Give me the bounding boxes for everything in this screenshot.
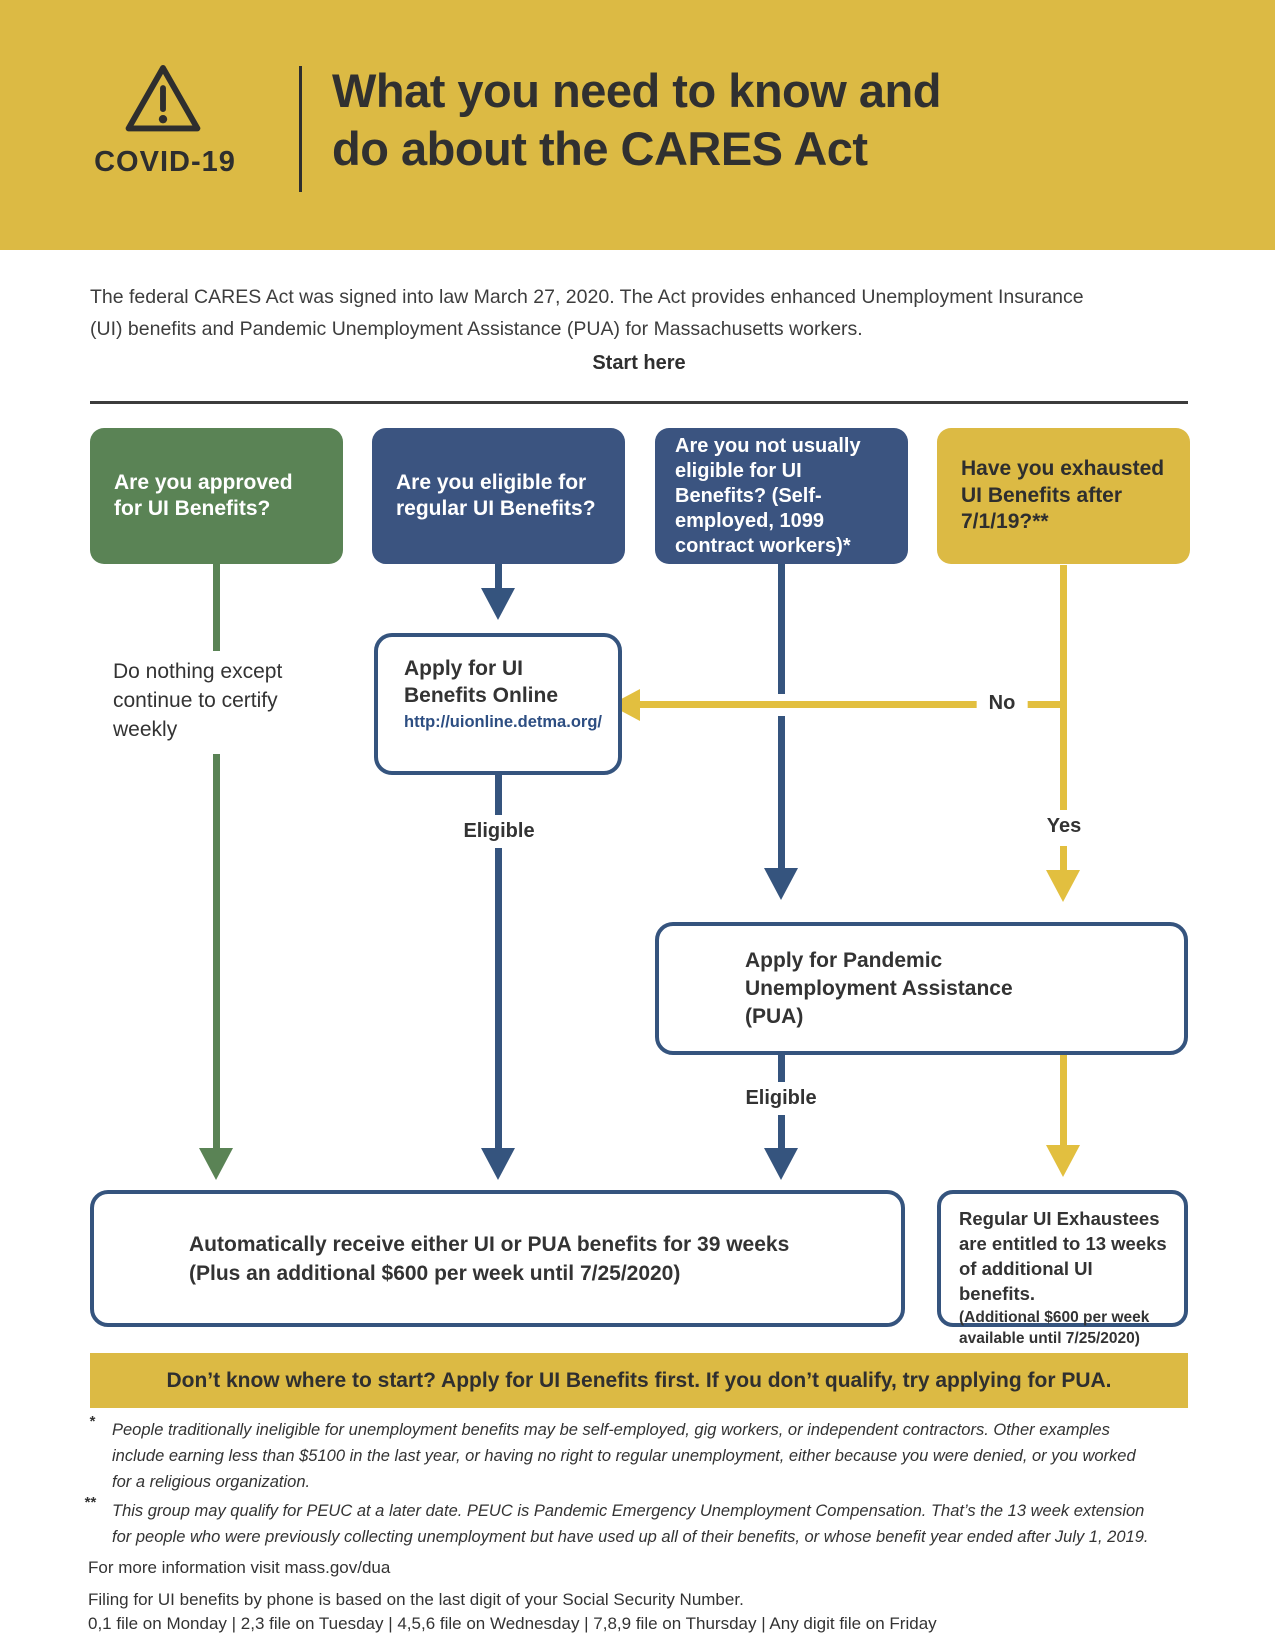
- eligible-label-ui: Eligible: [451, 815, 546, 848]
- apply-ui-link[interactable]: http://uionline.detma.org/: [404, 713, 602, 731]
- question-box-not-usual: [655, 428, 908, 564]
- question-box-regular: [372, 428, 625, 564]
- flow-line-regular-top: [495, 564, 502, 590]
- flow-line-exhaustees: [1060, 1055, 1067, 1145]
- filing-schedule-note: 0,1 file on Monday | 2,3 file on Tuesday | 4,5,6 file on Wednesday | 7,8,9 file on Thursday | Any digit file on Friday: [88, 1614, 937, 1633]
- footnote2-marker: **: [84, 1494, 96, 1511]
- arrowhead-exhaustees-down: [1046, 1145, 1080, 1177]
- question-box-approved: [90, 428, 343, 564]
- page-title: [332, 62, 941, 178]
- footnote1-marker: *: [89, 1413, 95, 1430]
- arrowhead-eligible-ui-down: [481, 1148, 515, 1180]
- exhaustees-sub-text: (Additional $600 per week available until 7/25/2020): [959, 1309, 1150, 1347]
- do-nothing-note: Do nothing except continue to certify weekly: [113, 651, 313, 754]
- footnote2-text: This group may qualify for PEUC at a later date. PEUC is Pandemic Emergency Unemployment Compensation. That’s the 13 week extension for people who were previously collecting unemployment but have used up all of their benefits, or whose benefit year ended after July 1, 2019.: [112, 1502, 1149, 1546]
- outcome-exhaustees-box: [937, 1190, 1188, 1347]
- flow-line-notusual-top: [778, 564, 785, 694]
- arrowhead-eligible-pua-down: [764, 1148, 798, 1180]
- apply-pua-text: Apply for Pandemic Unemployment Assistance (PUA): [745, 948, 1013, 1028]
- apply-ui-title: Apply for UI Benefits Online: [404, 657, 559, 707]
- arrowhead-regular-down: [481, 588, 515, 620]
- exhaustees-main-text: Regular UI Exhaustees are entitled to 13 weeks of additional UI benefits.: [959, 1208, 1167, 1304]
- covid-19-label: COVID-19: [94, 146, 236, 178]
- outcome-line1: Automatically receive either UI or PUA benefits for 39 weeks: [189, 1232, 790, 1256]
- flow-line-notusual-bottom: [778, 716, 785, 868]
- apply-pua-box: [655, 922, 1188, 1055]
- question-not-usual-text: Are you not usually eligible for UI Benefits? (Self-employed, 1099 contract workers)*: [675, 434, 861, 557]
- header-band: [0, 0, 1275, 250]
- phone-filing-note: Filing for UI benefits by phone is based on the last digit of your Social Security Number.: [88, 1590, 744, 1609]
- question-exhausted-text: Have you exhausted UI Benefits after 7/1/19?**: [961, 457, 1165, 534]
- warning-triangle-icon: [121, 60, 205, 138]
- more-info-note: For more information visit mass.gov/dua: [88, 1558, 391, 1577]
- yes-label: Yes: [1035, 810, 1093, 843]
- eligible-label-pua: Eligible: [733, 1082, 828, 1115]
- question-regular-text: Are you eligible for regular UI Benefits?: [396, 470, 596, 520]
- header-divider: [299, 66, 302, 192]
- question-approved-text: Are you approved for UI Benefits?: [114, 470, 293, 520]
- arrowhead-approved-down: [199, 1148, 233, 1180]
- arrowhead-notusual-down: [764, 868, 798, 900]
- flow-line-exhausted-yes: [1060, 846, 1067, 870]
- page-title-line1: What you need to know and: [332, 64, 941, 117]
- arrowhead-yes-down: [1046, 870, 1080, 902]
- bottom-banner-text: Don’t know where to start? Apply for UI Benefits first. If you don’t qualify, try applying for PUA.: [166, 1368, 1112, 1392]
- start-here-label: Start here: [592, 352, 686, 374]
- bottom-banner: [90, 1353, 1188, 1408]
- footnote1-text: People traditionally ineligible for unemployment benefits may be self-employed, gig workers, or independent contractors. Other examples include earning less than $5100 in the last year, or having no right to regular unemployment, either because you were denied, or you worked for a religious organization.: [112, 1421, 1136, 1491]
- start-here-rule: [90, 401, 1188, 404]
- outcome-main-box: [90, 1190, 905, 1327]
- intro-paragraph: The federal CARES Act was signed into law March 27, 2020. The Act provides enhanced Unemployment Insurance (UI) benefits and Pandemic Unemployment Assistance (PUA) for Massachusetts workers.: [90, 286, 1084, 340]
- question-box-exhausted: [937, 428, 1190, 564]
- flow-line-exhausted-top: [1060, 565, 1067, 812]
- no-label: No: [977, 687, 1028, 720]
- apply-ui-box: [374, 633, 622, 775]
- page-title-line2: do about the CARES Act: [332, 122, 868, 175]
- outcome-line2: (Plus an additional $600 per week until 7/25/2020): [189, 1261, 681, 1285]
